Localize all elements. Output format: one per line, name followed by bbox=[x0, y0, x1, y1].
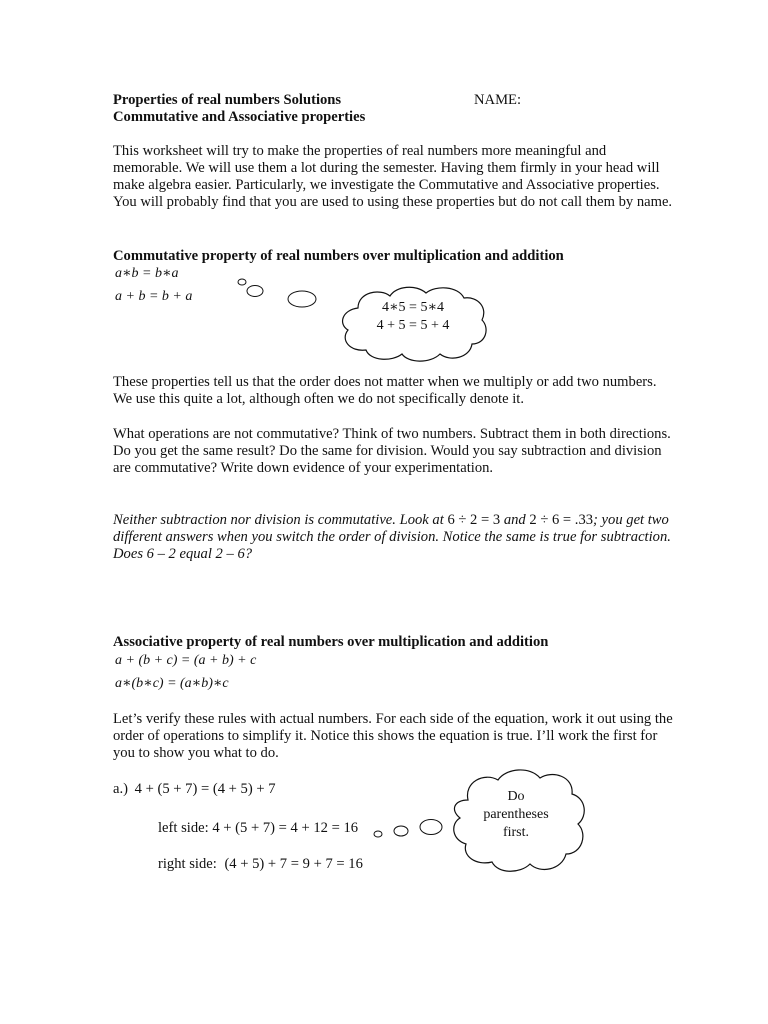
thought-trail-1 bbox=[230, 274, 330, 314]
commutative-add-formula: a + b = b + a bbox=[115, 289, 193, 304]
worksheet-title: Properties of real numbers Solutions bbox=[113, 92, 342, 108]
left-side-work bbox=[158, 820, 358, 837]
thought-bubble-parentheses bbox=[450, 766, 588, 876]
answer-text-2: ; you get two different answers when you switch the order of division. Notice the same is true for subtraction. Does 6 – 2 equal 2 – 6? bbox=[113, 512, 671, 562]
thought-trail-2 bbox=[368, 812, 454, 846]
answer-math-2: 2 ÷ 6 = .33 bbox=[529, 512, 594, 528]
commutative-answer bbox=[113, 512, 673, 563]
associative-heading: Associative property of real numbers over multiplication and addition bbox=[113, 634, 549, 650]
left-side-calc: 4 + (5 + 7) = 4 + 12 = 16 bbox=[212, 820, 359, 836]
left-side-label: left side: bbox=[158, 820, 209, 836]
example-equation: 4 + (5 + 7) = (4 + 5) + 7 bbox=[134, 781, 276, 797]
associative-add-formula: a + (b + c) = (a + b) + c bbox=[115, 653, 257, 668]
bubble-line-do: Do bbox=[507, 789, 525, 804]
commutative-heading: Commutative property of real numbers over multiplication and addition bbox=[113, 248, 564, 264]
answer-text-1: Neither subtraction nor division is commutative. Look at bbox=[113, 512, 444, 528]
name-label: NAME: bbox=[474, 92, 522, 108]
right-side-label: right side: bbox=[158, 856, 217, 872]
answer-math-1: 6 ÷ 2 = 3 bbox=[447, 512, 501, 528]
intro-paragraph: This worksheet will try to make the properties of real numbers more meaningful and memorable. We will use them a lot during the semester. Having them firmly in your head will make algebra easier. Particularly, we investigate the Commutative and Associative properties. You will probably find that you are used to using these properties but do not call them by name. bbox=[113, 143, 673, 210]
bubble-line-parentheses: parentheses bbox=[483, 807, 549, 822]
commutative-explanation: These properties tell us that the order does not matter when we multiply or add two numbers. We use this quite a lot, although often we do not specifically denote it. bbox=[113, 374, 657, 407]
commutative-mult-formula: a∗b = b∗a bbox=[115, 266, 179, 281]
answer-and: and bbox=[503, 512, 526, 528]
example-label: a.) bbox=[113, 781, 128, 797]
associative-instructions: Let’s verify these rules with actual numbers. For each side of the equation, work it out using the order of operations to simplify it. Notice this shows the equation is true. I’ll work the first for you to show you what to do. bbox=[113, 711, 673, 761]
bubble-mult-example: 4∗5 = 5∗4 bbox=[382, 300, 444, 315]
commutative-question: What operations are not commutative? Think of two numbers. Subtract them in both directions. Do you get the same result? Do the same for division. Would you say subtraction and division are commutative? Write down evidence of your experimentation. bbox=[113, 426, 671, 476]
right-side-calc: (4 + 5) + 7 = 9 + 7 = 16 bbox=[224, 856, 363, 872]
right-side-work bbox=[158, 856, 363, 873]
bubble-line-first: first. bbox=[502, 825, 530, 840]
associative-mult-formula: a∗(b∗c) = (a∗b)∗c bbox=[115, 676, 229, 691]
bubble-add-example: 4 + 5 = 5 + 4 bbox=[376, 318, 450, 333]
thought-bubble-commutative bbox=[336, 284, 490, 364]
example-a bbox=[113, 781, 276, 798]
worksheet-subtitle: Commutative and Associative properties bbox=[113, 109, 366, 125]
